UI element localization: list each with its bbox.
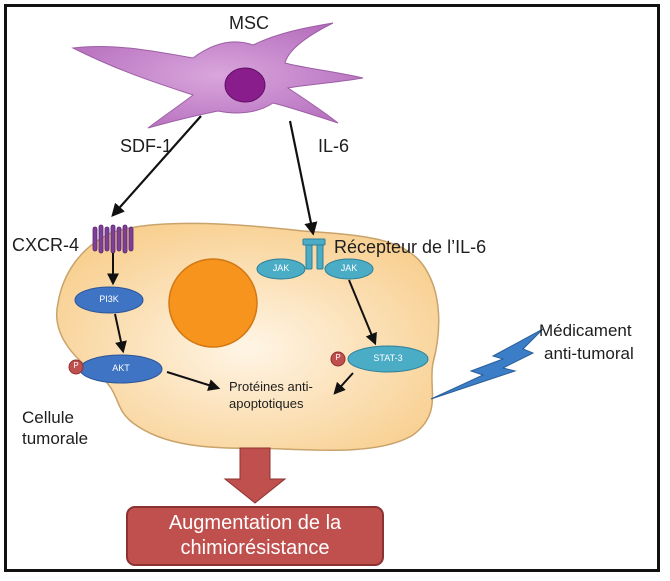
tumor-nucleus	[169, 259, 257, 347]
cxcr4-receptor	[93, 225, 133, 253]
result-arrow	[225, 448, 285, 503]
jak-left-label: JAK	[272, 263, 290, 273]
tumor-cell-label-line1: Cellule	[22, 408, 74, 427]
stat3-phospho-label: P	[335, 353, 341, 362]
cxcr4-label: CXCR-4	[12, 235, 80, 255]
proteins-label-line1: Protéines anti-	[229, 379, 313, 394]
msc-label: MSC	[229, 13, 269, 33]
result-line2: chimiorésistance	[180, 537, 330, 559]
lightning-bolt-icon	[431, 329, 543, 399]
il6-arrow	[290, 121, 313, 233]
msc-cell	[73, 23, 363, 128]
pi3k-label: PI3K	[99, 294, 119, 304]
signaling-diagram	[4, 4, 660, 572]
sdf1-label: SDF-1	[120, 136, 173, 156]
sdf1-arrow	[113, 116, 201, 215]
tumor-cell-label-line2: tumorale	[22, 429, 89, 448]
drug-label-line2: anti-tumoral	[544, 344, 634, 363]
il6-label: IL-6	[318, 136, 350, 156]
drug-label-line1: Médicament	[539, 321, 632, 340]
jak-right-label: JAK	[340, 263, 358, 273]
result-line1: Augmentation de la	[168, 512, 342, 534]
akt-phospho-label: P	[73, 361, 79, 370]
msc-nucleus	[225, 68, 265, 102]
il6-receptor-label: Récepteur de l’IL-6	[334, 237, 487, 257]
akt-label: AKT	[112, 363, 130, 373]
proteins-label-line2: apoptotiques	[229, 396, 304, 411]
figure-frame	[4, 4, 660, 572]
stat3-label: STAT-3	[373, 353, 403, 363]
result-text	[127, 507, 383, 565]
